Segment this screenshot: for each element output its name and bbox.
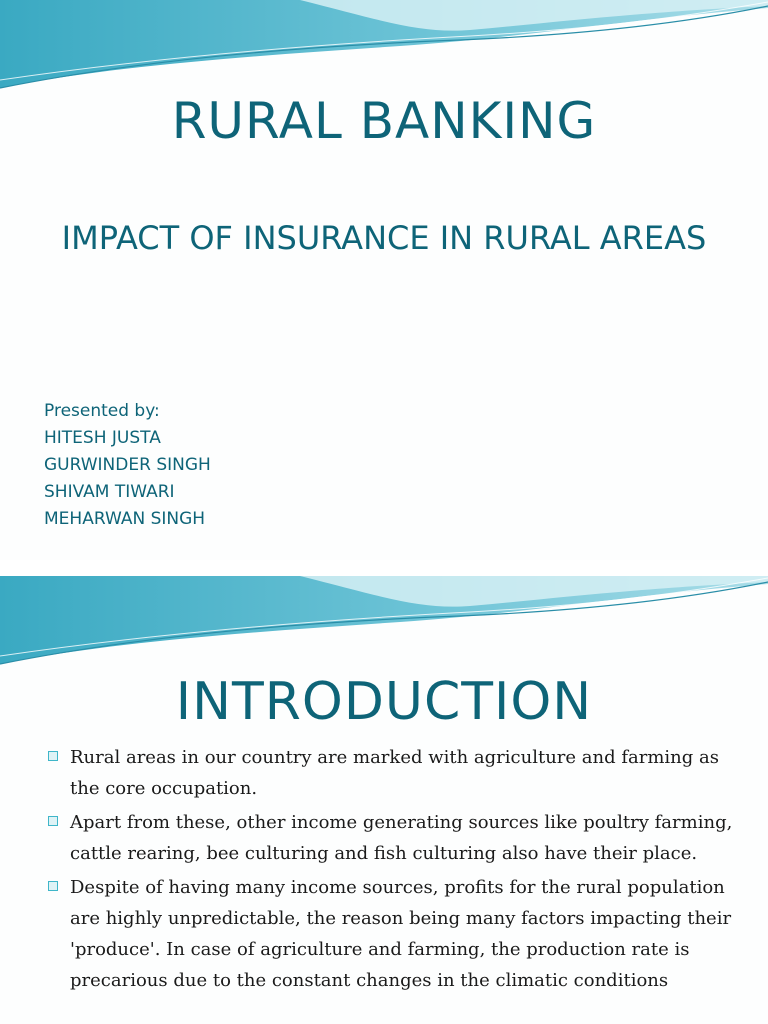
presenter-name: HITESH JUSTA	[44, 428, 161, 448]
slide-separator	[0, 560, 768, 576]
list-item	[46, 742, 736, 804]
presentation-title: RURAL BANKING	[171, 92, 597, 150]
list-item	[46, 872, 736, 996]
presenter-name: SHIVAM TIWARI	[44, 482, 175, 502]
presenter-name: GURWINDER SINGH	[44, 455, 211, 475]
introduction-slide	[0, 576, 768, 1024]
introduction-title: INTRODUCTION	[175, 672, 593, 732]
wave-banner	[0, 576, 768, 676]
presented-by-label: Presented by:	[44, 401, 160, 421]
wave-banner	[0, 0, 768, 100]
bullet-text: Despite of having many income sources, profits for the rural population are highly unpredictable, the reason being many factors impacting their 'produce'. In case of agriculture and farming, the production rate is precarious due to the constant changes in the climatic conditions	[70, 877, 732, 991]
presenter-name: MEHARWAN SINGH	[44, 509, 206, 529]
bullet-list	[46, 742, 736, 999]
list-item	[46, 807, 736, 869]
square-bullet-icon	[48, 881, 58, 891]
square-bullet-icon	[48, 751, 58, 761]
presentation-subtitle: IMPACT OF INSURANCE IN RURAL AREAS	[61, 219, 707, 257]
bullet-text: Rural areas in our country are marked with agriculture and farming as the core occupation.	[70, 747, 719, 799]
bullet-text: Apart from these, other income generating sources like poultry farming, cattle rearing, bee culturing and fish culturing also have their place.	[70, 812, 733, 864]
square-bullet-icon	[48, 816, 58, 826]
presenters-block	[44, 398, 211, 533]
